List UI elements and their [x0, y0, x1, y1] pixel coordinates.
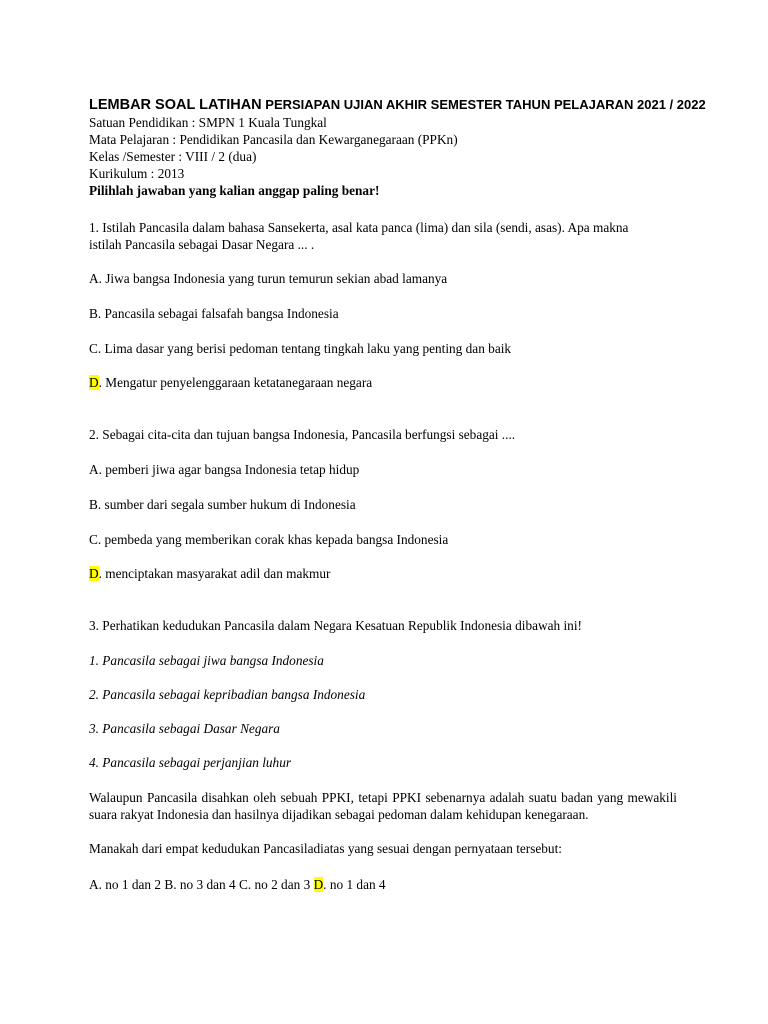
q3-question: Manakah dari empat kedudukan Pancasiladiatas yang sesuai dengan pernyataan tersebut:	[89, 841, 562, 856]
q3-options-prefix: A. no 1 dan 2 B. no 3 dan 4 C. no 2 dan 3	[89, 877, 314, 892]
school-line: Satuan Pendidikan : SMPN 1 Kuala Tungkal	[89, 115, 327, 130]
subject-line: Mata Pelajaran : Pendidikan Pancasila dan Kewarganegaraan (PPKn)	[89, 132, 458, 147]
q1-stem-line2: istilah Pancasila sebagai Dasar Negara ... .	[89, 237, 315, 252]
title-rest: PERSIAPAN UJIAN AKHIR SEMESTER TAHUN PELAJARAN 2021 / 2022	[261, 97, 706, 112]
q1-option-b: B. Pancasila sebagai falsafah bangsa Indonesia	[89, 306, 339, 321]
q3-item-1: 1. Pancasila sebagai jiwa bangsa Indonesia	[89, 653, 324, 668]
q2-option-d	[89, 566, 330, 583]
document-title	[89, 97, 706, 114]
q1-option-a: A. Jiwa bangsa Indonesia yang turun temurun sekian abad lamanya	[89, 271, 448, 286]
q1-option-d	[89, 375, 372, 392]
q3-item-3: 3. Pancasila sebagai Dasar Negara	[89, 721, 280, 736]
q3-item-4: 4. Pancasila sebagai perjanjian luhur	[89, 755, 292, 770]
q2-option-d-text: . menciptakan masyarakat adil dan makmur	[98, 566, 331, 581]
q3-paragraph: Walaupun Pancasila disahkan oleh sebuah PPKI, tetapi PPKI sebenarnya adalah suatu badan yang mewakili suara rakyat Indonesia dan hasilnya dijadikan sebagai pedoman dalam kehidupan kenegaraan.	[89, 790, 677, 822]
q3-option-d-text: . no 1 dan 4	[323, 877, 386, 892]
instruction-line: Pilihlah jawaban yang kalian anggap paling benar!	[89, 183, 380, 198]
q3-options	[89, 877, 386, 894]
q2-option-b: B. sumber dari segala sumber hukum di Indonesia	[89, 497, 356, 512]
q1-option-c: C. Lima dasar yang berisi pedoman tentang tingkah laku yang penting dan baik	[89, 341, 512, 356]
q2-stem: 2. Sebagai cita-cita dan tujuan bangsa Indonesia, Pancasila berfungsi sebagai ....	[89, 427, 516, 442]
q3-item-2: 2. Pancasila sebagai kepribadian bangsa Indonesia	[89, 687, 366, 702]
q2-option-c: C. pembeda yang memberikan corak khas kepada bangsa Indonesia	[89, 532, 449, 547]
q3-stem: 3. Perhatikan kedudukan Pancasila dalam Negara Kesatuan Republik Indonesia dibawah ini!	[89, 618, 582, 633]
curriculum-line: Kurikulum : 2013	[89, 166, 185, 181]
class-semester-line: Kelas /Semester : VIII / 2 (dua)	[89, 149, 257, 164]
q3-answer-highlight: D	[313, 877, 324, 892]
q1-stem-line1: 1. Istilah Pancasila dalam bahasa Sansekerta, asal kata panca (lima) dan sila (sendi, asas). Apa makna	[89, 220, 629, 235]
q2-option-a: A. pemberi jiwa agar bangsa Indonesia tetap hidup	[89, 462, 360, 477]
title-lead: LEMBAR SOAL LATIHAN	[89, 97, 262, 113]
q1-option-d-text: . Mengatur penyelenggaraan ketatanegaraan negara	[98, 375, 373, 390]
q1-answer-highlight: D	[89, 375, 99, 390]
q2-answer-highlight: D	[89, 566, 99, 581]
